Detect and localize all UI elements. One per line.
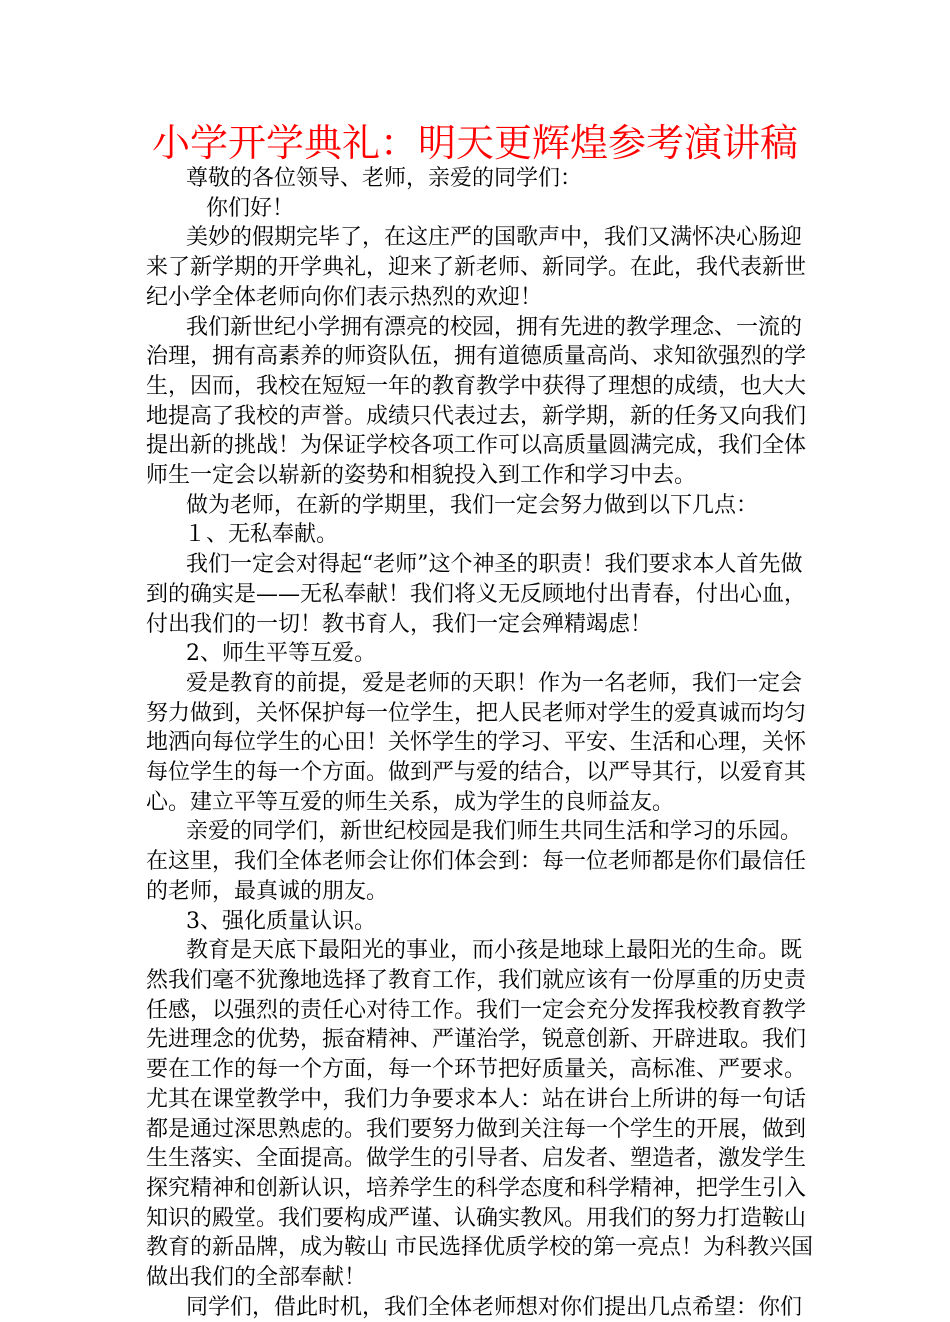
- section-heading-2: 2、师生平等互爱。: [186, 641, 376, 667]
- paragraph-love: 爱是教育的前提，爱是老师的天职！作为一名老师，我们一定会努力做到，关怀保护每一位学生，把人民老师对学生的爱真诚而均匀地洒向每位学生的心田！关怀学生的学习、平安、生活和心理，关怀每位学生的每一个方面。做到严与爱的结合，以严导其行，以爱育其心。建立平等互爱的师生关系，成为学生的良师益友。: [146, 670, 807, 815]
- document-title: 小学开学典礼：明天更辉煌参考演讲稿: [151, 121, 798, 165]
- paragraph-teacher-pledge: 做为老师，在新的学期里，我们一定会努力做到以下几点：: [186, 492, 759, 518]
- salutation: 尊敬的各位领导、老师，亲爱的同学们：: [186, 166, 583, 191]
- document-body: [146, 164, 820, 1322]
- paragraph-quality: 教育是天底下最阳光的事业，而小孩是地球上最阳光的生命。既然我们毫不犹豫地选择了教育工作，我们就应该有一份厚重的历史责任感，以强烈的责任心对待工作。我们一定会充分发挥我校教育教学先进理念的优势，振奋精神、严谨治学，锐意创新、开辟进取。我们要在工作的每一个方面，每一个环节把好质量关，高标准、严要求。尤其在课堂教学中，我们力争要求本人：站在讲台上所讲的每一句话都是通过深思熟虑的。我们要努力做到关注每一个学生的开展，做到生生落实、全面提高。做学生的引导者、启发者、塑造者，激发学生探究精神和创新认识，培养学生的科学态度和科学精神，把学生引入知识的殿堂。我们要构成严谨、认确实教风。用我们的努力打造鞍山教育的新品牌，成为鞍山 市民选择优质学校的第一亮点！为科教兴国做出我们的全部奉献！: [146, 938, 813, 1291]
- paragraph-hopes: 同学们，借此时机，我们全体老师想对你们提出几点希望：你们: [186, 1294, 803, 1320]
- paragraph-school-intro: 我们新世纪小学拥有漂亮的校园，拥有先进的教学理念、一流的治理，拥有高素养的师资队伍，拥有道德质量高尚、求知欲强烈的学生，因而，我校在短短一年的教育教学中获得了理想的成绩，也大大地提高了我校的声誉。成绩只代表过去，新学期，新的任务又向我们提出新的挑战！为保证学校各项工作可以高质量圆满完成，我们全体师生一定会以崭新的姿势和相貌投入到工作和学习中去。: [146, 314, 807, 489]
- greeting: 你们好！: [206, 195, 295, 221]
- paragraph-welcome: 美妙的假期完毕了，在这庄严的国歌声中，我们又满怀决心肠迎来了新学期的开学典礼，迎来了新老师、新同学。在此，我代表新世纪小学全体老师向你们表示热烈的欢迎！: [146, 225, 807, 310]
- section-heading-3: 3、强化质量认识。: [186, 908, 376, 934]
- section-heading-1: １、无私奉献。: [184, 522, 339, 548]
- paragraph-students: 亲爱的同学们，新世纪校园是我们师生共同生活和学习的乐园。在这里，我们全体老师会让你们体会到：每一位老师都是你们最信任的老师，最真诚的朋友。: [146, 819, 807, 904]
- paragraph-dedication: 我们一定会对得起“老师”这个神圣的职责！我们要求本人首先做到的确实是——无私奉献！我们将义无反顾地付出青春，付出心血，付出我们的一切！教书育人，我们一定会殚精竭虑！: [146, 552, 807, 637]
